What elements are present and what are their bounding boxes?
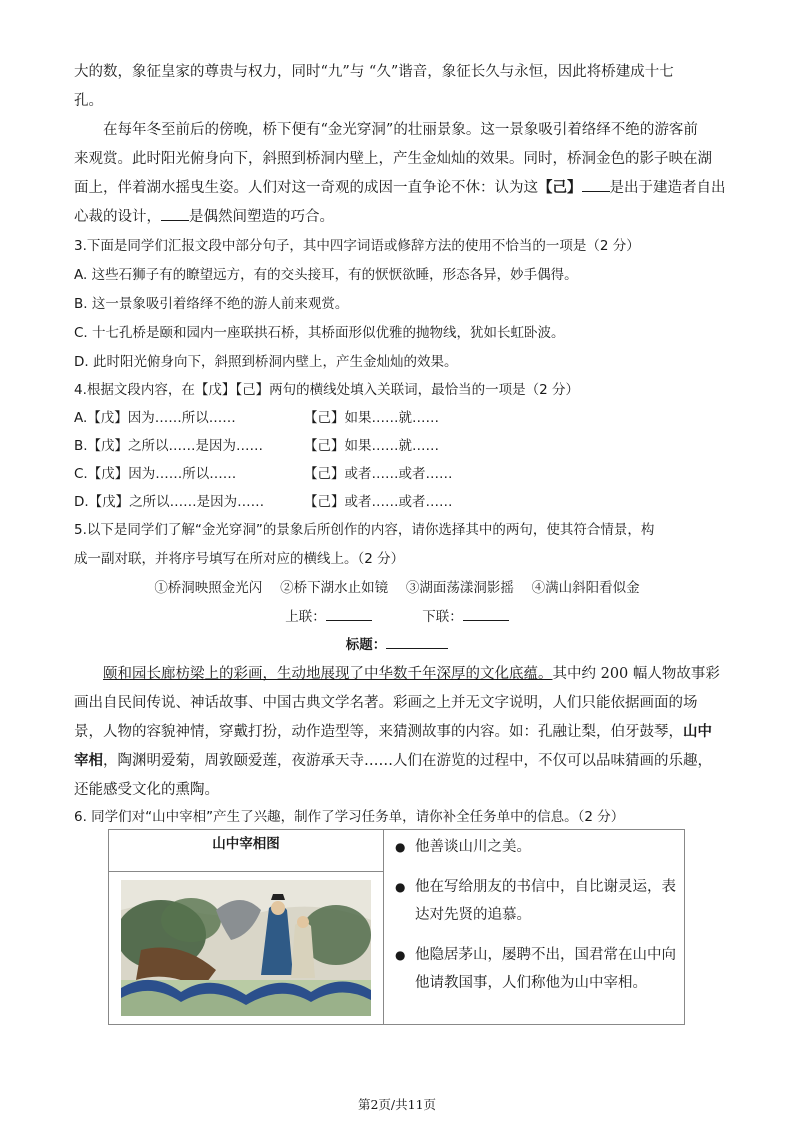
question-4-option-d-left[interactable]: D.【戊】之所以……是因为…… xyxy=(74,494,265,510)
passage-text: 面上，伴着湖水摇曳生姿。人们对这一奇观的成因一直争论不休：认为这 xyxy=(74,180,538,196)
passage-text: 是出于建造者自出 xyxy=(609,180,726,196)
passage-line: 孔。 xyxy=(74,93,103,109)
question-3-option-c[interactable]: C. 十七孔桥是颐和园内一座联拱石桥，其桥面形似优雅的抛物线，犹如长虹卧波。 xyxy=(74,325,565,341)
question-4-option-b-left[interactable]: B.【戊】之所以……是因为…… xyxy=(74,438,264,454)
bold-term: 山中 xyxy=(683,724,712,740)
question-3-option-a[interactable]: A. 这些石狮子有的瞭望远方，有的交头接耳，有的恹恹欲睡，形态各异，妙手偶得。 xyxy=(74,267,578,283)
passage-text: 是偶然间塑造的巧合。 xyxy=(189,209,334,225)
title-label: 标题： xyxy=(345,637,387,653)
bullet-dot-icon: ● xyxy=(395,840,406,854)
question-3-option-b[interactable]: B. 这一景象吸引着络绎不绝的游人前来观赏。 xyxy=(74,296,349,312)
question-5-choices: ①桥洞映照金光闪 ②桥下湖水止如镜 ③湖面荡漾洞影摇 ④满山斜阳看似金 xyxy=(154,580,640,596)
lower-couplet-blank[interactable] xyxy=(463,620,509,621)
question-3-option-d[interactable]: D. 此时阳光俯身向下，斜照到桥洞内壁上，产生金灿灿的效果。 xyxy=(74,354,458,370)
passage-line: 来观赏。此时阳光俯身向下，斜照到桥洞内壁上，产生金灿灿的效果。同时，桥洞金色的影子映在湖 xyxy=(74,151,712,167)
underlined-sentence: 颐和园长廊枋梁上的彩画，生动地展现了中华数千年深厚的文化底蕴。 xyxy=(103,666,553,682)
table-title: 山中宰相图 xyxy=(212,836,280,852)
list-item xyxy=(395,833,677,861)
fill-blank[interactable] xyxy=(582,191,610,192)
title-row xyxy=(0,633,794,653)
question-3-stem: 3.下面是同学们汇报文段中部分句子，其中四字词语或修辞方法的使用不恰当的一项是（2 分） xyxy=(74,238,640,254)
painting-illustration xyxy=(121,880,371,1016)
upper-couplet-label: 上联： xyxy=(285,609,326,625)
question-4-option-a-left[interactable]: A.【戊】因为……所以…… xyxy=(74,410,236,426)
passage-line xyxy=(74,749,712,770)
passage-line: 在每年冬至前后的傍晚，桥下便有“金光穿洞”的壮丽景象。这一景象吸引着络绎不绝的游客前 xyxy=(103,122,698,138)
question-5-stem: 5.以下是同学们了解“金光穿洞”的景象后所创作的内容，请你选择其中的两句，使其符合情景，构 xyxy=(74,522,655,538)
bullet-list xyxy=(385,831,683,997)
passage-line xyxy=(74,720,712,741)
passage-line: 画出自民间传说、神话故事、中国古典文学名著。彩画之上并无文字说明，人们只能依据画面的场 xyxy=(74,695,698,711)
fill-blank[interactable] xyxy=(161,220,189,221)
list-item xyxy=(395,873,677,929)
passage-text: 景，人物的容貌神情，穿戴打扮，动作造型等，来猜测故事的内容。如：孔融让梨，伯牙鼓琴， xyxy=(74,724,683,740)
passage-line xyxy=(103,662,720,683)
upper-couplet-blank[interactable] xyxy=(326,620,372,621)
question-4-option-b-right: 【己】如果……就…… xyxy=(304,438,439,454)
question-4-option-d-right: 【己】或者……或者…… xyxy=(304,494,453,510)
question-4-option-c-left[interactable]: C.【戊】因为……所以…… xyxy=(74,466,237,482)
passage-text: 心裁的设计， xyxy=(74,209,161,225)
task-sheet-table xyxy=(108,829,685,1025)
table-title-cell xyxy=(109,830,384,872)
bullet-text: 他隐居茅山，屡聘不出，国君常在山中向他请教国事，人们称他为山中宰相。 xyxy=(415,947,676,991)
bold-term: 宰相 xyxy=(74,753,103,769)
bullet-text: 他在写给朋友的书信中，自比谢灵运，表达对先贤的追慕。 xyxy=(415,879,676,923)
question-6-stem: 6. 同学们对“山中宰相”产生了兴趣，制作了学习任务单，请你补全任务单中的信息。（2 分） xyxy=(74,809,625,825)
passage-text: 其中约 200 幅人物故事彩 xyxy=(552,666,720,682)
question-4-stem: 4.根据文段内容，在【戊】【己】两句的横线处填入关联词，最恰当的一项是（2 分） xyxy=(74,382,580,398)
question-5-stem: 成一副对联，并将序号填写在所对应的横线上。（2 分） xyxy=(74,551,405,567)
list-item xyxy=(395,941,677,997)
bullet-cell xyxy=(384,830,685,1025)
lower-couplet-label: 下联： xyxy=(422,609,463,625)
bullet-dot-icon: ● xyxy=(395,948,406,962)
question-4-option-a-right: 【己】如果……就…… xyxy=(304,410,439,426)
question-4-option-c-right: 【己】或者……或者…… xyxy=(304,466,453,482)
title-blank[interactable] xyxy=(386,648,448,649)
couplet-answer-row xyxy=(0,605,794,625)
passage-text: ，陶渊明爱菊，周敦颐爱莲，夜游承天寺……人们在游览的过程中，不仅可以品味猜画的乐趣， xyxy=(103,753,712,769)
passage-line: 大的数，象征皇家的尊贵与权力，同时“九”与 “久”谐音，象征长久与永恒，因此将桥建成十七 xyxy=(74,64,674,80)
mark-ji: 【己】 xyxy=(538,179,582,196)
passage-line xyxy=(74,205,334,226)
page-footer: 第2页/共11页 xyxy=(357,1097,437,1112)
bullet-text: 他善谈山川之美。 xyxy=(415,839,531,855)
passage-line xyxy=(74,176,726,197)
painting-image xyxy=(121,880,371,1016)
passage-line: 还能感受文化的熏陶。 xyxy=(74,782,219,798)
bullet-dot-icon: ● xyxy=(395,880,406,894)
painting-cell xyxy=(109,872,384,1025)
